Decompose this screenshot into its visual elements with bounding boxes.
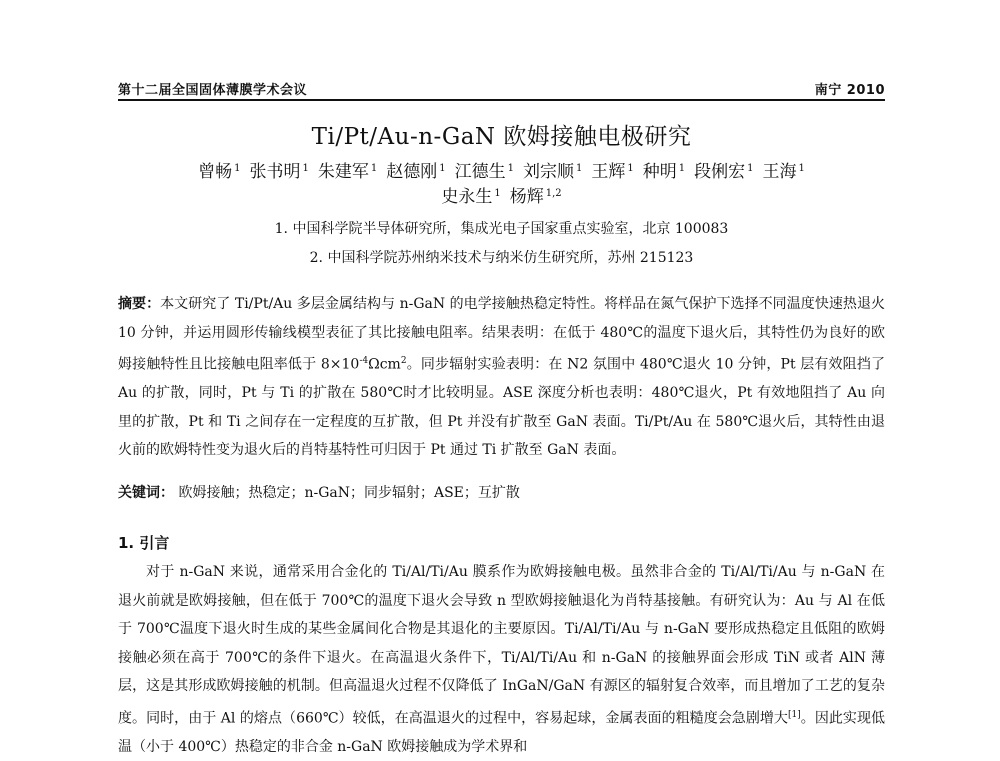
keywords-text: 欧姆接触；热稳定；n-GaN；同步辐射；ASE；互扩散 (178, 485, 520, 501)
affiliation-2: 2. 中国科学院苏州纳米技术与纳米仿生研究所，苏州 215123 (309, 250, 694, 266)
abstract-label: 摘要： (118, 296, 161, 312)
section-heading-intro: 1. 引言 (118, 534, 170, 552)
author-name-text: 史永生 (441, 187, 493, 207)
author-affiliation-mark: 1 (627, 163, 634, 174)
intro-text-2: 。因此实现低温（小于 400℃）热稳定的非合金 n-GaN 欧姆接触成为学术界和 (118, 710, 886, 755)
author-name (643, 162, 685, 182)
author-name-text: 杨辉 (509, 187, 544, 207)
citation-ref: [1] (787, 709, 801, 720)
author-affiliation-mark: 1 (678, 163, 686, 174)
author-name (198, 162, 240, 182)
keywords-label: 关键词： (118, 485, 174, 501)
author-name-text: 江德生 (454, 162, 506, 182)
author-affiliation-mark: 1 (370, 163, 378, 174)
author-affiliation-mark: 1,2 (545, 188, 562, 199)
affiliation-list (118, 215, 885, 273)
keywords (118, 480, 885, 506)
author-name-text: 赵德刚 (386, 162, 438, 182)
author-name-text: 张书明 (249, 162, 301, 182)
author-affiliation-mark: 1 (234, 163, 241, 174)
author-name-text: 朱建军 (317, 162, 369, 182)
author-affiliation-mark: 1 (302, 163, 309, 174)
author-name-text: 王海 (762, 162, 797, 182)
author-name (763, 162, 805, 182)
author-name-text: 段俐宏 (694, 162, 746, 182)
intro-text-1: 对于 n-GaN 来说，通常采用合金化的 Ti/Al/Ti/Au 膜系作为欧姆接触电极。虽然非合金的 Ti/Al/Ti/Au 与 n-GaN 在退火前就是欧姆接触，但在低于 700℃的温度下退火会导致 n 型欧姆接触退化为肖特基接触。有研究认为：Au 与 Al 在低于 700℃温度下退火时生成的某些金属间化合物是其退化的主要原因。Ti/Al/Ti/Au 与 n-GaN 要形成热稳定且低阻的欧姆接触必须在高于 700℃的条件下退火。在高温退火条件下，Ti/Al/Ti/Au 和 n-GaN 的接触界面会形成 TiN 或者 AlN 薄层，这是其形成欧姆接触的机制。但高温退火过程不仅降低了 InGaN/GaN 有源区的辐射复合效率，而且增加了工艺的复杂度。同时，由于 Al 的熔点（660℃）较低，在高温退火的过程中，容易起球，金属表面的粗糙度会急剧增大 (118, 564, 885, 727)
location-year: 南宁 2010 (814, 83, 885, 98)
intro-paragraph (118, 558, 885, 761)
header-rule (118, 99, 885, 101)
author-name (455, 162, 514, 182)
abstract (118, 290, 885, 465)
author-affiliation-mark: 1 (576, 163, 583, 174)
author-name (523, 162, 582, 182)
author-name-text: 种明 (642, 162, 677, 182)
author-affiliation-mark: 1 (494, 188, 501, 199)
author-name (694, 162, 753, 182)
author-affiliation-mark: 1 (439, 163, 446, 174)
author-name (250, 162, 309, 182)
paper-title: Ti/Pt/Au-n-GaN 欧姆接触电极研究 (311, 124, 692, 150)
author-affiliation-mark: 1 (507, 163, 514, 174)
author-name-text: 刘宗顺 (523, 162, 574, 182)
author-name-text: 王辉 (591, 162, 626, 182)
author-affiliation-mark: 1 (747, 163, 754, 174)
author-name (510, 187, 562, 207)
conference-name: 第十二届全国固体薄膜学术会议 (118, 83, 308, 98)
author-name-text: 曾畅 (198, 162, 233, 182)
abstract-text-1: 本文研究了 Ti/Pt/Au 多层金属结构与 n-GaN 的电学接触热稳定特性。将样品在氮气保护下选择不同温度快速热退火 10 分钟，并运用圆形传输线模型表征了其比接触电阻率。结果表明：在低于 480℃的温度下退火后，其特性仍为良好的欧姆接触特性且比接触电阻率低于 8×10 (118, 296, 886, 373)
author-name (386, 162, 445, 182)
abstract-text-2: 。同步辐射实验表明：在 N2 氛围中 480℃退火 10 分钟，Pt 层有效阻挡了 Au 的扩散，同时，Pt 与 Ti 的扩散在 580℃时才比较明显。ASE 深度分析也表明：480℃退火，Pt 有效地阻挡了 Au 向里的扩散，Pt 和 Ti 之间存在一定程度的互扩散，但 Pt 并没有扩散至 GaN 表面。Ti/Pt/Au 在 580℃退火后，其特性由退火前的欧姆特性变为退火后的肖特基特性可归因于 Pt 通过 Ti 扩散至 GaN 表面。 (118, 356, 885, 459)
author-name (441, 187, 500, 207)
author-name (591, 162, 633, 182)
author-list (118, 160, 885, 210)
author-name (318, 162, 377, 182)
abstract-unit: Ωcm (368, 356, 401, 373)
abstract-exponent: -4 (359, 356, 369, 366)
running-header (118, 76, 885, 98)
affiliation-1: 1. 中国科学院半导体研究所，集成光电子国家重点实验室，北京 100083 (274, 221, 729, 237)
abstract-unit-exponent: 2 (400, 356, 407, 366)
author-affiliation-mark: 1 (798, 163, 805, 174)
